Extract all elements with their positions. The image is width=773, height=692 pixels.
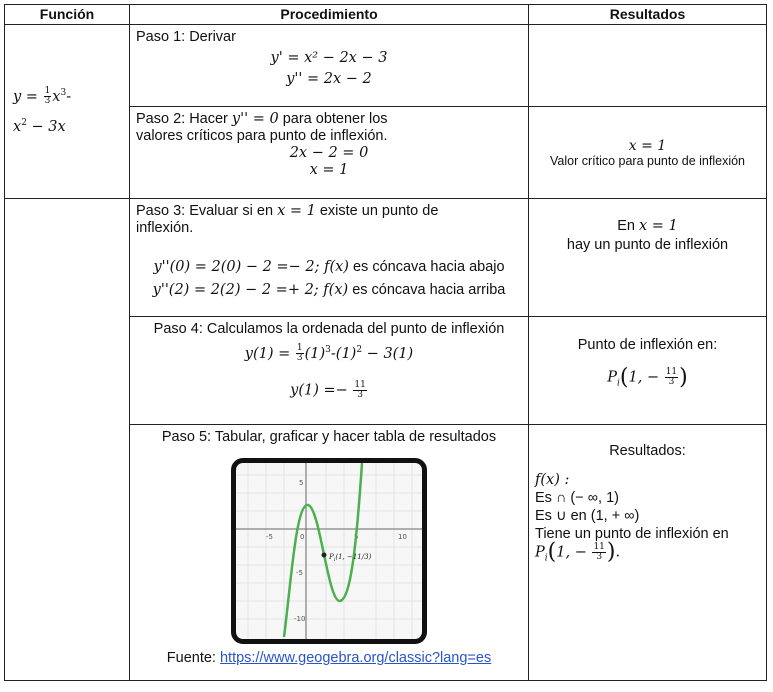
grid (236, 463, 422, 639)
paso3-content (130, 199, 528, 303)
y-tick-label: 5 (299, 479, 304, 487)
paso5-results (529, 471, 766, 567)
x-tick-label: 10 (398, 533, 407, 541)
paso1-line2: y'' = 2x − 2 (286, 71, 372, 87)
paso5-result-l2: Es ∪ en (1, + ∞) (535, 508, 640, 524)
paso3-result-line2: hay un punto de inflexión (566, 237, 729, 253)
paso3-cell (130, 199, 529, 317)
paso5-result-cell (529, 425, 767, 681)
funcion-empty-cell (5, 199, 130, 681)
paso3-line1: y''(0) = 2(0) − 2 =− 2; f(x) es cóncava hacia abajo (153, 259, 505, 275)
paso5-result-l3: Tiene un punto de inflexión en (535, 526, 729, 542)
results-table (4, 4, 767, 681)
paso4-result-cell (529, 317, 767, 425)
paso3-result-cell (529, 199, 767, 317)
paso5-cell (130, 425, 529, 681)
paso2-title: Paso 2: Hacer y'' = 0 para obtener los (136, 111, 388, 127)
y-tick-label: -5 (296, 569, 303, 577)
source-link[interactable]: https://www.geogebra.org/classic?lang=es (219, 650, 492, 666)
paso3-result (529, 217, 766, 255)
paso4-result-point: $P_i(1$, − $\frac{11}{3}$ ) (607, 365, 688, 390)
table-row (5, 25, 767, 107)
paso3-title: Paso 3: Evaluar si en x = 1 existe un punto de (136, 203, 439, 219)
paso4-line1: y(1) = $\frac{1}{3}$ $(1)^3-(1)^2 - 3(1)$ (244, 343, 414, 364)
paso2-result (529, 138, 766, 168)
source-line: Fuente: https://www.geogebra.org/classic?lang=es (166, 650, 492, 666)
geogebra-graph (231, 458, 427, 644)
inflection-point-label: $P_i(1$, −11/3) (329, 553, 372, 563)
paso4-cell (130, 317, 529, 425)
inflection-point (322, 553, 327, 558)
paso5-result-l1: Es ∩ (− ∞, 1) (535, 490, 620, 506)
graph-svg (236, 463, 422, 639)
paso5-content (130, 425, 528, 671)
paso5-title: Paso 5: Tabular, graficar y hacer tabla de resultados (161, 429, 497, 445)
paso2-line2: x = 1 (309, 162, 349, 178)
x-tick-label: -5 (266, 533, 273, 541)
paso3-line2: y''(2) = 2(2) − 2 =+ 2; f(x) es cóncava hacia arriba (152, 282, 506, 298)
function-expression: y = $\frac{1}{3}$ $x^3-$ $x^2 - 3x$ (13, 86, 72, 135)
function-curve (284, 463, 362, 637)
header-resultados: Resultados (529, 5, 767, 25)
header-funcion: Función (5, 5, 130, 25)
table-row (5, 199, 767, 317)
paso2-cell (130, 107, 529, 199)
paso4-result (529, 337, 766, 390)
paso3-title-2: inflexión. (136, 220, 194, 236)
paso2-result-math: x = 1 (628, 137, 667, 154)
paso1-result-cell (529, 25, 767, 107)
paso1-cell (130, 25, 529, 107)
funcion-cell (5, 25, 130, 199)
header-procedimiento: Procedimiento (130, 5, 529, 25)
paso2-title-2: valores críticos para punto de inflexión. (136, 128, 388, 144)
header-row (5, 5, 767, 25)
y-tick-label: -10 (294, 615, 306, 623)
paso2-result-cell (529, 107, 767, 199)
paso3-result-line1: En x = 1 (617, 218, 678, 234)
paso4-title: Paso 4: Calculamos la ordenada del punto de inflexión (153, 321, 505, 337)
paso5-result-title: Resultados: (609, 443, 686, 459)
paso1-title: Paso 1: Derivar (136, 29, 236, 45)
paso1-line1: y' = x² − 2x − 3 (270, 50, 388, 66)
x-tick-label: 5 (354, 533, 359, 541)
paso5-result-fx: f(x) : (535, 472, 570, 488)
paso4-line2: y(1) =− $\frac{11}{3}$ (290, 380, 366, 401)
x-tick-label: 0 (300, 533, 305, 541)
paso4-result-title: Punto de inflexión en: (577, 337, 718, 353)
paso5-result-point: $P_i(1$, − $\frac{11}{3}$ ). (535, 539, 621, 565)
paso2-line1: 2x − 2 = 0 (289, 145, 369, 161)
paso2-content (130, 107, 528, 183)
paso2-result-text: Valor crítico para punto de inflexión (549, 153, 746, 168)
paso1-content (130, 25, 528, 92)
paso4-content (130, 317, 528, 404)
